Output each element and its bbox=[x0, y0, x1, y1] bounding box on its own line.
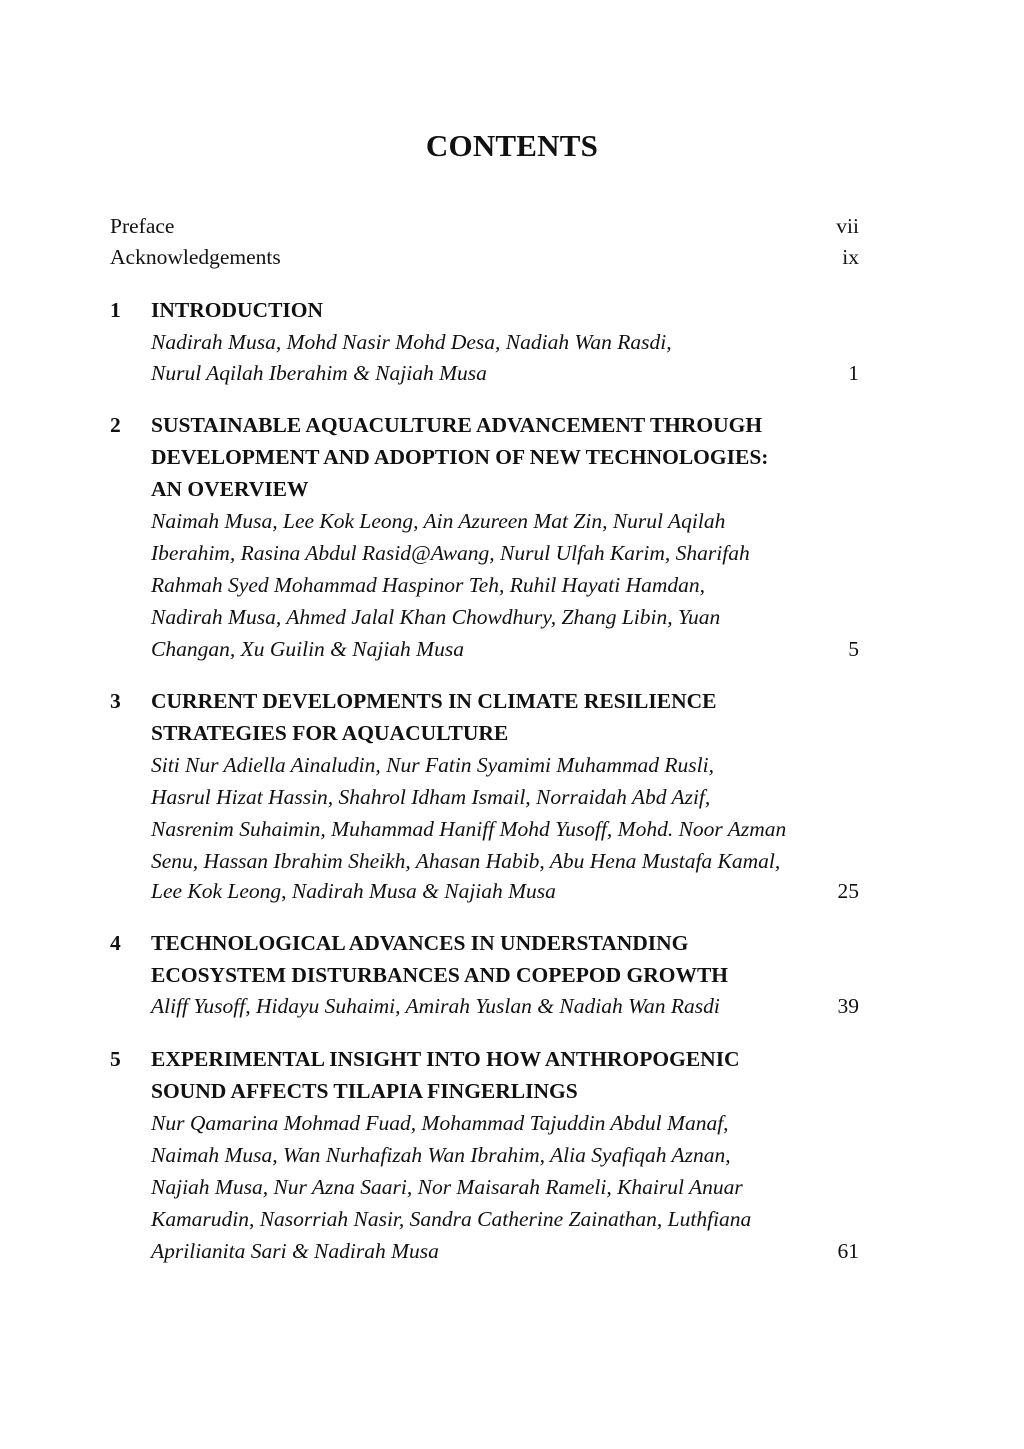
chapter-title: EXPERIMENTAL INSIGHT INTO HOW ANTHROPOGENIC bbox=[151, 1047, 740, 1071]
chapter-authors: Aprilianita Sari & Nadirah Musa bbox=[151, 1239, 439, 1263]
page-number: ix bbox=[842, 245, 859, 269]
chapter-number: 1 bbox=[110, 298, 121, 322]
chapter-title: STRATEGIES FOR AQUACULTURE bbox=[151, 721, 509, 745]
page-number: 5 bbox=[848, 637, 859, 661]
chapter-number: 3 bbox=[110, 689, 121, 713]
toc-entry-preface[interactable]: Preface bbox=[110, 214, 175, 238]
chapter-title: TECHNOLOGICAL ADVANCES IN UNDERSTANDING bbox=[151, 931, 689, 955]
page-title: CONTENTS bbox=[425, 128, 599, 163]
chapter-authors: Lee Kok Leong, Nadirah Musa & Najiah Musa bbox=[151, 879, 556, 903]
chapter-authors: Nadirah Musa, Ahmed Jalal Khan Chowdhury, Zhang Libin, Yuan bbox=[151, 605, 721, 629]
chapter-authors: Siti Nur Adiella Ainaludin, Nur Fatin Syamimi Muhammad Rusli, bbox=[151, 753, 714, 777]
chapter-authors: Iberahim, Rasina Abdul Rasid@Awang, Nurul Ulfah Karim, Sharifah bbox=[151, 541, 750, 565]
chapter-authors: Hasrul Hizat Hassin, Shahrol Idham Ismail, Norraidah Abd Azif, bbox=[151, 785, 711, 809]
page-number: 61 bbox=[837, 1239, 859, 1263]
chapter-authors: Nasrenim Suhaimin, Muhammad Haniff Mohd Yusoff, Mohd. Noor Azman bbox=[151, 817, 787, 841]
toc-entry-acknowledgements[interactable]: Acknowledgements bbox=[110, 245, 281, 269]
chapter-authors: Najiah Musa, Nur Azna Saari, Nor Maisarah Rameli, Khairul Anuar bbox=[151, 1175, 743, 1199]
chapter-title: AN OVERVIEW bbox=[151, 477, 309, 501]
page-number: 25 bbox=[837, 879, 859, 903]
chapter-number: 2 bbox=[110, 413, 121, 437]
chapter-authors: Nurul Aqilah Iberahim & Najiah Musa bbox=[151, 361, 487, 385]
chapter-number: 5 bbox=[110, 1047, 121, 1071]
chapter-authors: Rahmah Syed Mohammad Haspinor Teh, Ruhil Hayati Hamdan, bbox=[151, 573, 705, 597]
chapter-authors: Naimah Musa, Wan Nurhafizah Wan Ibrahim, Alia Syafiqah Aznan, bbox=[151, 1143, 731, 1167]
chapter-authors: Nur Qamarina Mohmad Fuad, Mohammad Tajuddin Abdul Manaf, bbox=[151, 1111, 729, 1135]
chapter-title: SOUND AFFECTS TILAPIA FINGERLINGS bbox=[151, 1079, 578, 1103]
chapter-number: 4 bbox=[110, 931, 121, 955]
chapter-authors: Kamarudin, Nasorriah Nasir, Sandra Catherine Zainathan, Luthfiana bbox=[151, 1207, 752, 1231]
chapter-authors: Aliff Yusoff, Hidayu Suhaimi, Amirah Yuslan & Nadiah Wan Rasdi bbox=[151, 994, 720, 1018]
chapter-authors: Naimah Musa, Lee Kok Leong, Ain Azureen Mat Zin, Nurul Aqilah bbox=[151, 509, 726, 533]
page-number: 39 bbox=[837, 994, 859, 1018]
chapter-title: CURRENT DEVELOPMENTS IN CLIMATE RESILIENCE bbox=[151, 689, 717, 713]
chapter-authors: Nadirah Musa, Mohd Nasir Mohd Desa, Nadiah Wan Rasdi, bbox=[151, 330, 672, 354]
chapter-title: SUSTAINABLE AQUACULTURE ADVANCEMENT THROUGH bbox=[151, 413, 763, 437]
chapter-authors: Changan, Xu Guilin & Najiah Musa bbox=[151, 637, 464, 661]
page-number: vii bbox=[836, 214, 859, 238]
chapter-title: ECOSYSTEM DISTURBANCES AND COPEPOD GROWTH bbox=[151, 963, 729, 987]
page-number: 1 bbox=[848, 361, 859, 385]
chapter-authors: Senu, Hassan Ibrahim Sheikh, Ahasan Habib, Abu Hena Mustafa Kamal, bbox=[151, 849, 781, 873]
chapter-title: INTRODUCTION bbox=[151, 298, 324, 322]
chapter-title: DEVELOPMENT AND ADOPTION OF NEW TECHNOLOGIES: bbox=[151, 445, 769, 469]
